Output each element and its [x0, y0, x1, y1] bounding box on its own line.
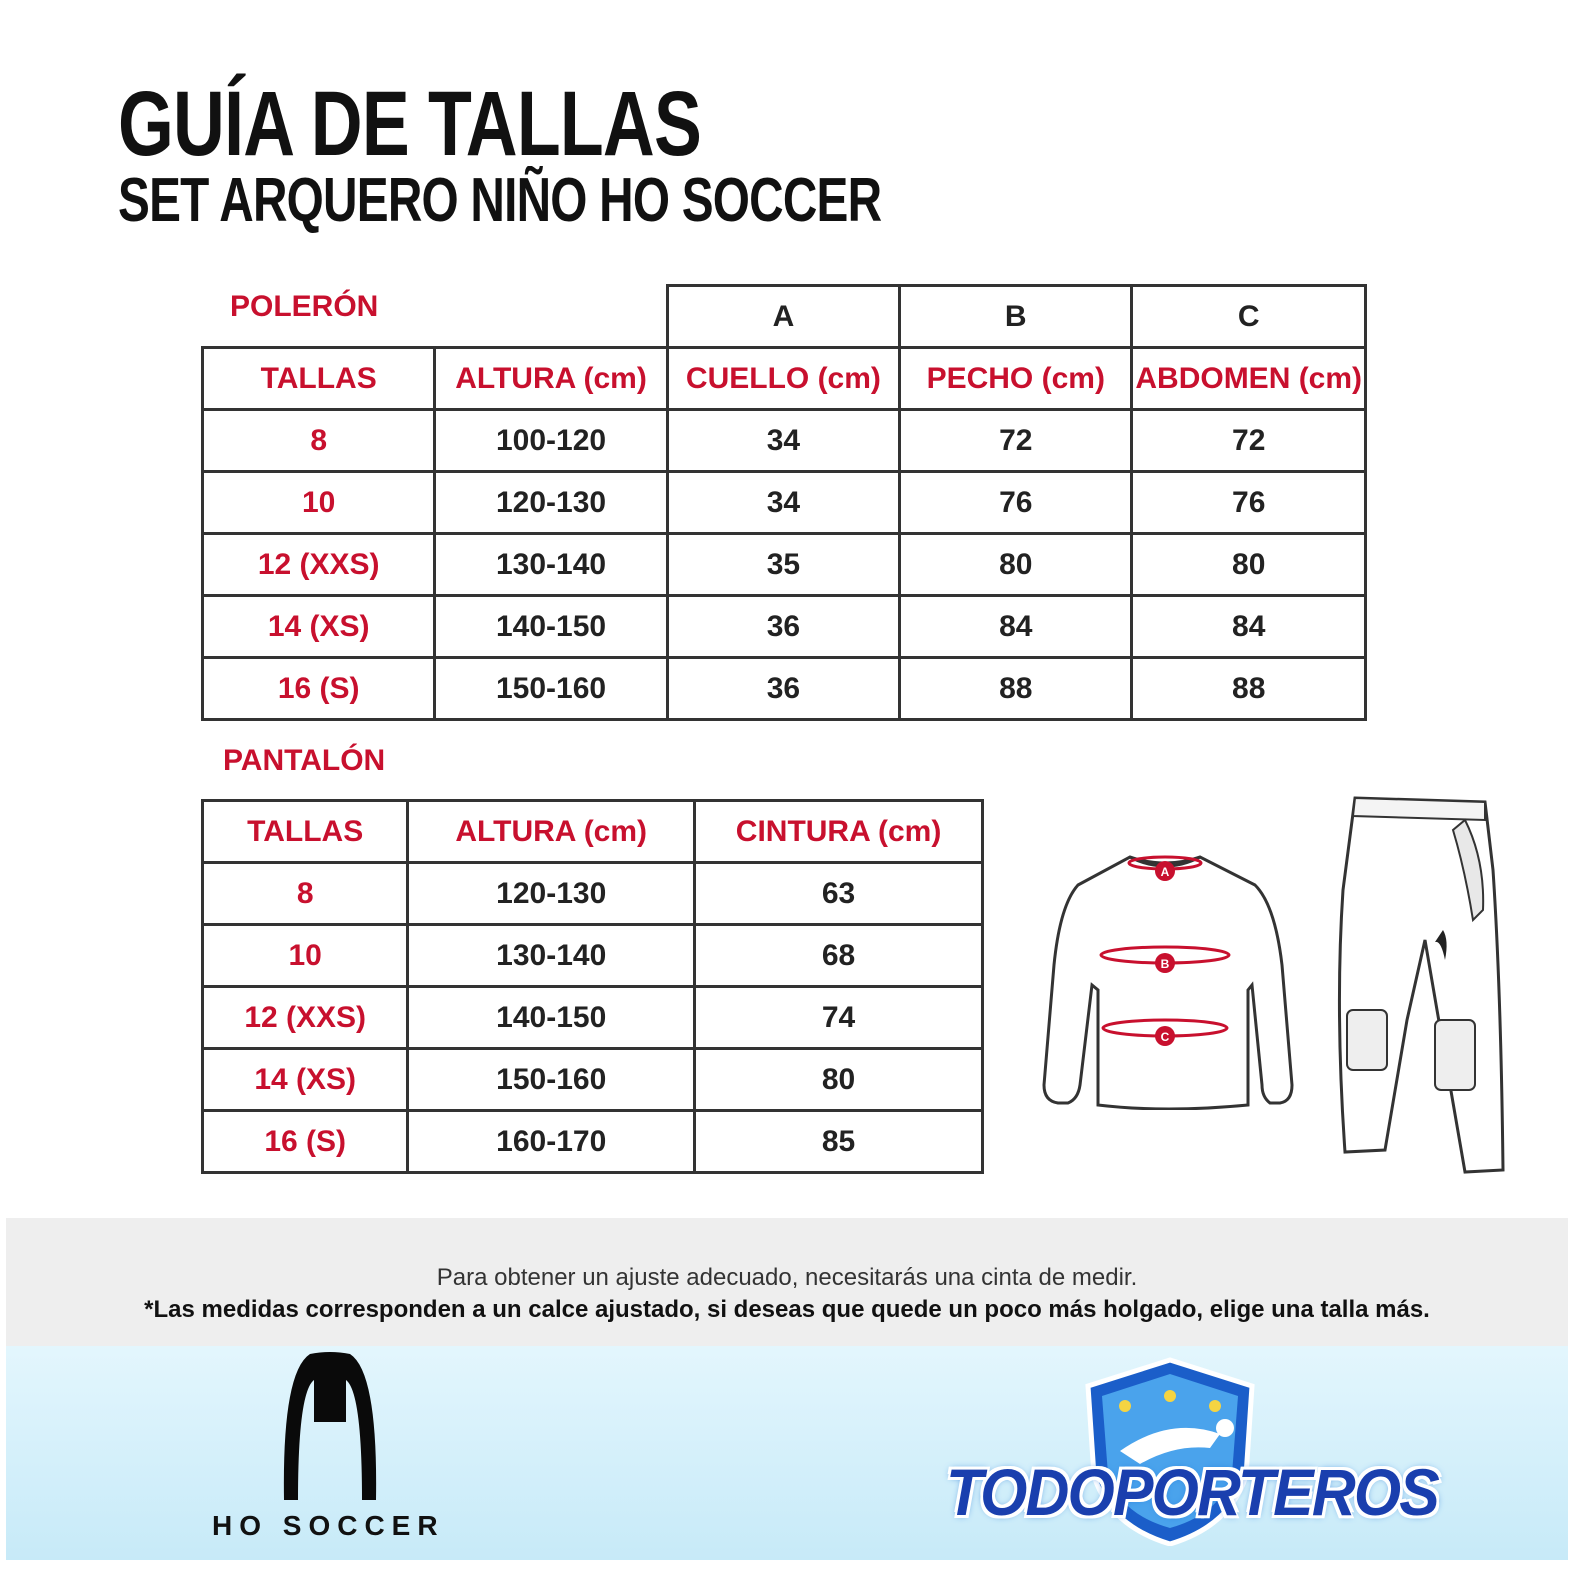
- pants-illustration: [1325, 790, 1510, 1180]
- knee-pad-left: [1347, 1010, 1387, 1070]
- table-row: [203, 410, 1366, 472]
- table-cell: 120-130: [408, 863, 695, 925]
- table-cell: 80: [1132, 534, 1366, 596]
- knee-pad-right: [1435, 1020, 1475, 1090]
- table-cell: 63: [695, 863, 983, 925]
- table-cell: 68: [695, 925, 983, 987]
- jersey-outline: [1044, 857, 1292, 1109]
- table-cell: 72: [1132, 410, 1366, 472]
- table-cell: 34: [667, 410, 899, 472]
- column-letter: C: [1132, 286, 1366, 348]
- size-cell: 16 (S): [203, 1111, 408, 1173]
- table-cell: 76: [900, 472, 1132, 534]
- column-header: ALTURA (cm): [435, 348, 667, 410]
- marker-label: B: [1160, 957, 1170, 971]
- table-row: [203, 596, 1366, 658]
- ho-soccer-wordmark: HO SOCCER: [212, 1510, 445, 1541]
- header-row: [203, 348, 1366, 410]
- column-letter: A: [667, 286, 899, 348]
- size-cell: 12 (XXS): [203, 987, 408, 1049]
- ho-soccer-logo-icon: [280, 1352, 380, 1502]
- table-row: [203, 925, 983, 987]
- table-cell: 36: [667, 658, 899, 720]
- size-cell: 12 (XXS): [203, 534, 435, 596]
- fit-notice-line2: *Las medidas corresponden a un calce ajustado, si deseas que quede un poco más holgado, elige una talla más.: [144, 1296, 1430, 1323]
- table-cell: 88: [1132, 658, 1366, 720]
- table-cell: 120-130: [435, 472, 667, 534]
- table-cell: 76: [1132, 472, 1366, 534]
- page-title: GUÍA DE TALLAS: [118, 73, 702, 175]
- table-row: [203, 472, 1366, 534]
- page-subtitle: SET ARQUERO NIÑO HO SOCCER: [118, 166, 882, 235]
- column-header: ABDOMEN (cm): [1132, 348, 1366, 410]
- size-cell: 14 (XS): [203, 596, 435, 658]
- table-cell: 150-160: [435, 658, 667, 720]
- table-row: [203, 863, 983, 925]
- column-header: PECHO (cm): [900, 348, 1132, 410]
- table-cell: 80: [695, 1049, 983, 1111]
- table-cell: 100-120: [435, 410, 667, 472]
- table-cell: 74: [695, 987, 983, 1049]
- table-cell: 72: [900, 410, 1132, 472]
- table-cell: 130-140: [408, 925, 695, 987]
- column-header: TALLAS: [203, 801, 408, 863]
- size-cell: 8: [203, 410, 435, 472]
- column-header: CUELLO (cm): [667, 348, 899, 410]
- table-cell: 88: [900, 658, 1132, 720]
- size-cell: 14 (XS): [203, 1049, 408, 1111]
- table-cell: 160-170: [408, 1111, 695, 1173]
- table-cell: 150-160: [408, 1049, 695, 1111]
- fit-notice-line1: Para obtener un ajuste adecuado, necesitarás una cinta de medir.: [436, 1264, 1138, 1291]
- table-cell: 34: [667, 472, 899, 534]
- pantalon-size-table: [201, 799, 984, 1174]
- pants-waistband: [1353, 798, 1485, 820]
- jersey-illustration: [1030, 845, 1300, 1110]
- section-label-pantalon: PANTALÓN: [223, 744, 386, 777]
- table-cell: 140-150: [435, 596, 667, 658]
- size-cell: 10: [203, 925, 408, 987]
- table-cell: 130-140: [435, 534, 667, 596]
- table-row: [203, 534, 1366, 596]
- header-row: [203, 801, 983, 863]
- column-header: CINTURA (cm): [695, 801, 983, 863]
- size-cell: 10: [203, 472, 435, 534]
- table-cell: 84: [900, 596, 1132, 658]
- table-row: [203, 658, 1366, 720]
- table-cell: 80: [900, 534, 1132, 596]
- table-cell: 85: [695, 1111, 983, 1173]
- column-header: ALTURA (cm): [408, 801, 695, 863]
- table-row: [203, 1049, 983, 1111]
- table-row: [203, 987, 983, 1049]
- size-cell: 16 (S): [203, 658, 435, 720]
- table-cell: 84: [1132, 596, 1366, 658]
- marker-label: A: [1160, 865, 1170, 879]
- size-cell: 8: [203, 863, 408, 925]
- table-cell: 36: [667, 596, 899, 658]
- column-header: TALLAS: [203, 348, 435, 410]
- fit-notice: [6, 1218, 1568, 1346]
- letter-row: [203, 286, 1366, 348]
- table-cell: 35: [667, 534, 899, 596]
- todoporteros-wordmark: TODOPORTEROS: [946, 1455, 1438, 1529]
- marker-label: C: [1160, 1030, 1170, 1044]
- section-label-poleron: POLERÓN: [230, 290, 379, 323]
- table-cell: 140-150: [408, 987, 695, 1049]
- column-letter: B: [900, 286, 1132, 348]
- poleron-size-table: [201, 284, 1367, 721]
- table-row: [203, 1111, 983, 1173]
